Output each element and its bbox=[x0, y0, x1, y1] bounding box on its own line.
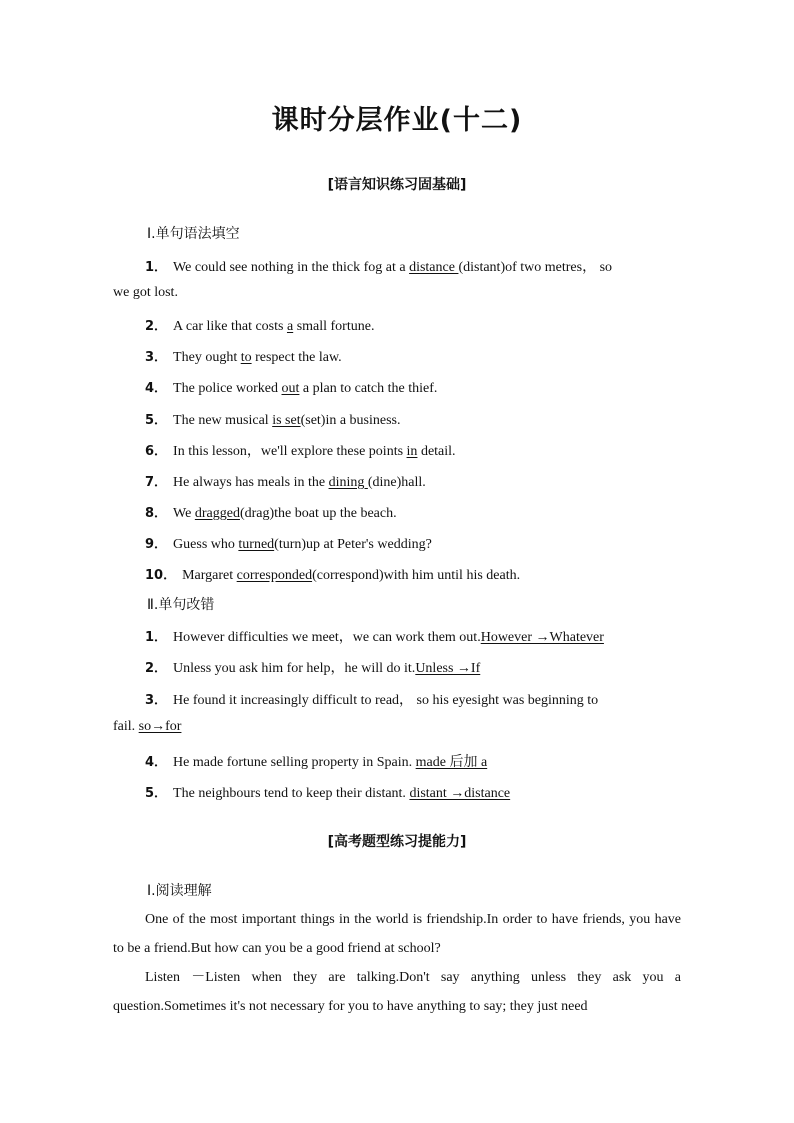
answer: However →Whatever bbox=[480, 630, 604, 645]
answer: Unless →If bbox=[415, 661, 481, 676]
answer: distance bbox=[409, 260, 459, 275]
answer: dragged bbox=[194, 506, 240, 521]
answer: so→for bbox=[138, 719, 182, 734]
list-item: 5． The neighbours tend to keep their distant. distant →distance bbox=[145, 786, 511, 801]
page-title: 课时分层作业(十二) bbox=[271, 105, 523, 136]
reading-paragraph: One of the most important things in the world is friendship.In order to have friends, you have to be a friend.But how can you be a good friend at school? bbox=[113, 912, 681, 956]
list-item: 6． In this lesson，we'll explore these points in detail. bbox=[145, 444, 456, 459]
part-heading-grammar-fill: Ⅰ.单句语法填空 bbox=[147, 226, 240, 242]
list-item: 1． We could see nothing in the thick fog at a distance (distant)of two metres， so bbox=[145, 260, 613, 275]
answer: dining bbox=[328, 475, 368, 490]
list-item: 5． The new musical is set(set)in a business. bbox=[145, 413, 401, 428]
answer: to bbox=[240, 350, 252, 365]
answer: in bbox=[406, 444, 418, 459]
list-item: 3． He found it increasingly difficult to read， so his eyesight was beginning to bbox=[145, 693, 599, 708]
part-heading-reading: Ⅰ.阅读理解 bbox=[147, 883, 212, 899]
list-item-continuation: fail. so→for bbox=[113, 719, 182, 734]
answer: a bbox=[286, 319, 294, 334]
answer: made 后加 a bbox=[415, 755, 488, 770]
list-item: 3． They ought to respect the law. bbox=[145, 350, 342, 365]
list-item: 8． We dragged(drag)the boat up the beach. bbox=[145, 506, 397, 521]
answer: distant →distance bbox=[409, 786, 511, 801]
list-item-continuation: we got lost. bbox=[113, 285, 178, 300]
list-item: 7． He always has meals in the dining (dine)hall. bbox=[145, 475, 426, 490]
answer: out bbox=[281, 381, 300, 396]
answer: is set bbox=[272, 413, 301, 428]
list-item: 9． Guess who turned(turn)up at Peter's wedding? bbox=[145, 537, 432, 552]
section-heading-basics: [语言知识练习固基础] bbox=[327, 177, 467, 193]
list-item: 1． However difficulties we meet，we can work them out.However →Whatever bbox=[145, 630, 604, 645]
list-item: 10． Margaret corresponded(correspond)with him until his death. bbox=[145, 568, 521, 583]
reading-paragraph: Listen －Listen when they are talking.Don't say anything unless they ask you a question.Sometimes it's not necessary for you to have anything to say; they just need bbox=[113, 970, 681, 1014]
answer: turned bbox=[238, 537, 275, 552]
answer: corresponded bbox=[236, 568, 313, 583]
list-item: 2． Unless you ask him for help，he will do it.Unless →If bbox=[145, 661, 481, 676]
list-item: 4． The police worked out a plan to catch the thief. bbox=[145, 381, 438, 396]
list-item: 2． A car like that costs a small fortune. bbox=[145, 319, 375, 334]
section-heading-exam-practice: [高考题型练习提能力] bbox=[327, 834, 467, 850]
part-heading-error-correction: Ⅱ.单句改错 bbox=[147, 597, 215, 613]
list-item: 4． He made fortune selling property in Spain. made 后加 a bbox=[145, 755, 488, 770]
